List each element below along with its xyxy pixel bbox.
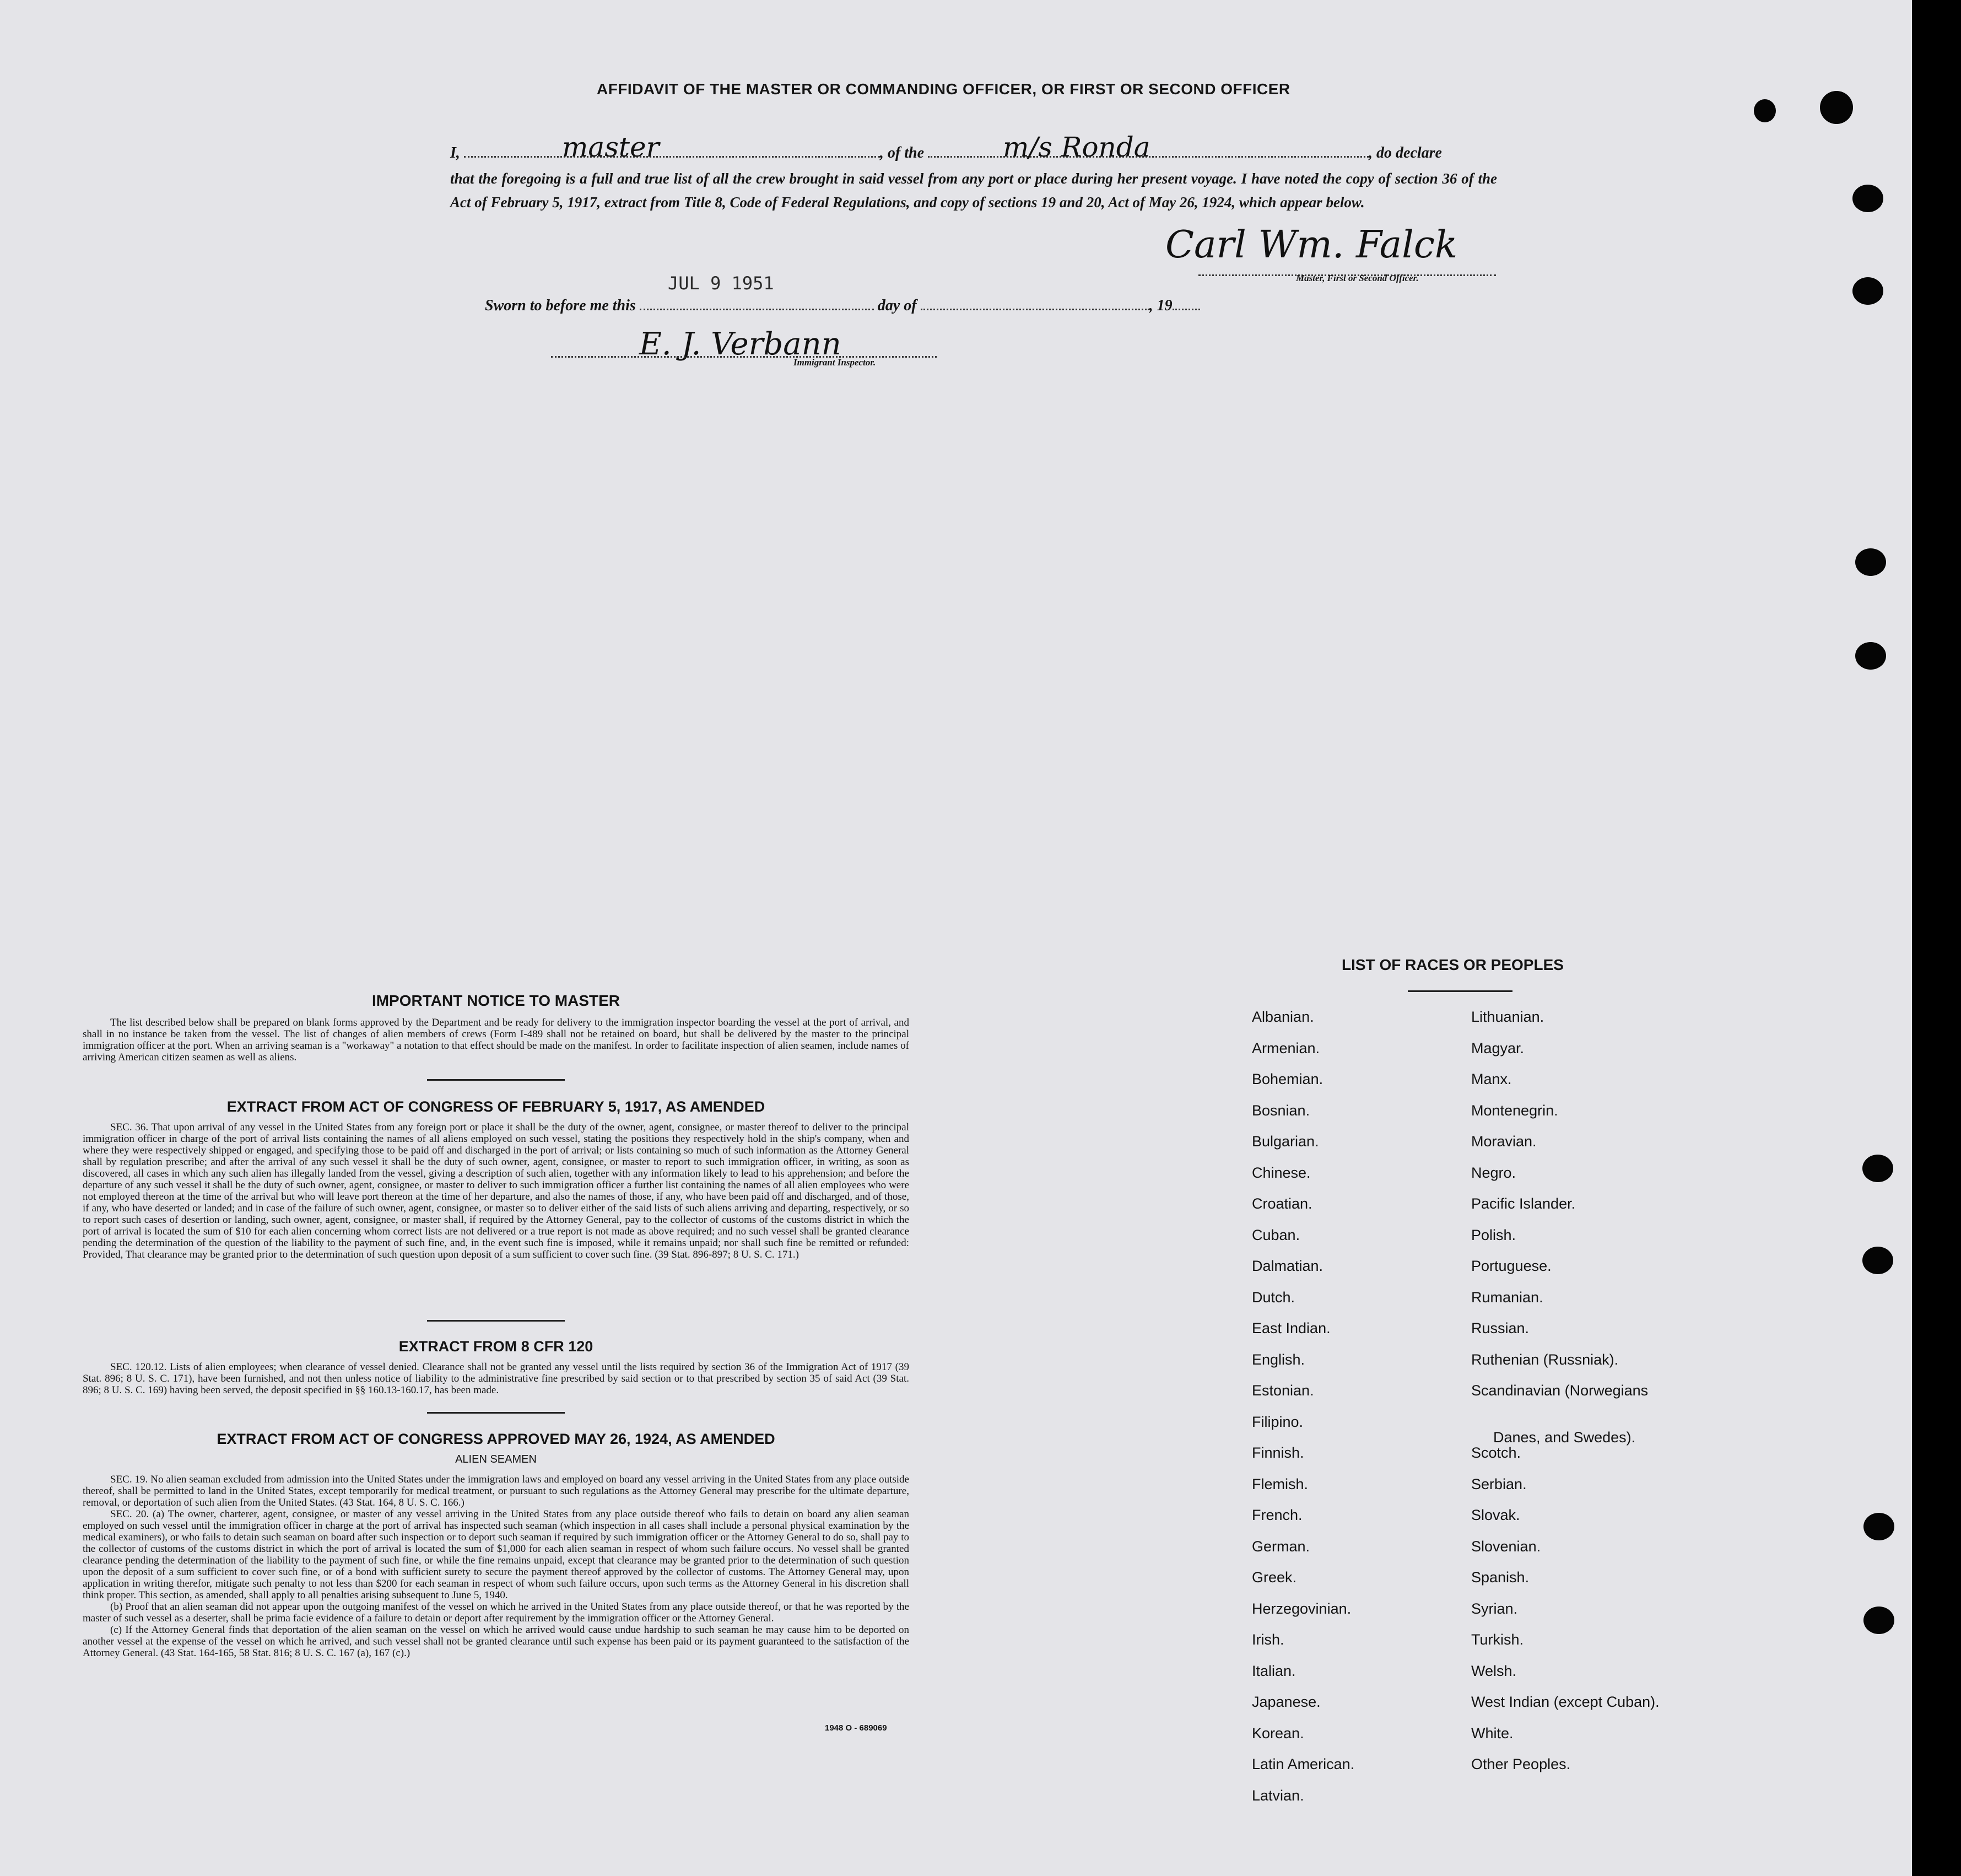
race-item: Croatian. bbox=[1252, 1195, 1312, 1212]
extract-1924-title: EXTRACT FROM ACT OF CONGRESS APPROVED MAY 26, 1924, AS AMENDED bbox=[217, 1431, 775, 1447]
race-item: Latin American. bbox=[1252, 1756, 1355, 1772]
race-item: Bulgarian. bbox=[1252, 1133, 1319, 1150]
affidavit-body: that the foregoing is a full and true list of all the crew brought in said vessel from any port or place during her present voyage. I have noted the copy of section 36 of the Act of February 5, 1917, extract from Title 8, Code of Federal Regulations, and copy of sections 19 and 20, Act of May 26, 1924, which appear below. bbox=[450, 170, 1497, 211]
master-signature: Carl Wm. Falck bbox=[1165, 223, 1458, 267]
race-item: Bosnian. bbox=[1252, 1102, 1310, 1119]
punch-hole bbox=[1852, 185, 1883, 212]
race-item: White. bbox=[1471, 1724, 1514, 1742]
race-item: Flemish. bbox=[1252, 1475, 1309, 1492]
sec-20a-paragraph: SEC. 20. (a) The owner, charterer, agent, consignee, or master of any vessel arriving in the United States from any place outside thereof who fails to detain on board any alien seaman employed on such vessel until the immigration officer in charge at the port of arrival has inspected such seaman (which inspection in all cases shall include a personal physical examination by the medical examiners), or who fails to detain such seaman on board after such inspection or to deport such seaman if required by such immigration officer or the Attorney General to do so, shall pay to the collector of customs of the customs district in which the port of arrival is located the sum of $1,000 for each alien seaman in respect of whom such failure occurs. No vessel shall be granted clearance pending the determination of the liability to the payment of such fine, or while the fine remains unpaid, except that clearance may be granted prior to the determination of such question upon the deposit of a sum sufficient to cover such fine, or of a bond with sufficient surety to secure the payment thereof approved by the collector of customs. The Attorney General may, upon application in writing therefor, mitigate such penalty to not less than $200 for each seaman in respect of whom such failure occurs, upon such terms as the Attorney General in his discretion shall think proper. This section, as amended, shall apply to all penalties arising subsequent to June 5, 1940. bbox=[83, 1508, 909, 1601]
race-item: Bohemian. bbox=[1252, 1071, 1323, 1087]
officer-handwritten: master bbox=[562, 131, 660, 163]
punch-hole bbox=[1754, 99, 1776, 122]
race-item: Slovenian. bbox=[1471, 1538, 1541, 1555]
affidavit-line1: I, , of the , do declare bbox=[450, 144, 1442, 161]
race-item: Spanish. bbox=[1471, 1569, 1530, 1586]
divider bbox=[1408, 990, 1512, 992]
race-item: German. bbox=[1252, 1538, 1310, 1555]
inspector-caption: Immigrant Inspector. bbox=[793, 357, 876, 368]
races-title: LIST OF RACES OR PEOPLES bbox=[1342, 956, 1564, 973]
inspector-signature: E. J. Verbann bbox=[639, 326, 841, 362]
race-item: Syrian. bbox=[1471, 1600, 1518, 1617]
race-item: Japanese. bbox=[1252, 1694, 1321, 1710]
extract-1917-text: SEC. 36. That upon arrival of any vessel in the United States from any foreign port or place it shall be the duty of the owner, agent, consignee, or master thereof to deliver to the principal immigration officer in charge of the port of arrival lists containing the names of all aliens employed on such vessel, stating the positions they respectively hold in the ship's company, when and where they were respectively shipped or engaged, and specifying those to be paid off and discharged in the port of arrival; or lists containing so much of such information as the Attorney General shall by regulation prescribe; and after the arrival of any such vessel it shall be the duty of such owner, agent, consignee, or master to report to such immigration officer, in writing, as soon as discovered, all cases in which any such alien has illegally landed from the vessel, giving a description of such alien, together with any information likely to lead to his apprehension; and before the departure of any such vessel it shall be the duty of such owner, agent, consignee, or master to deliver to such immigration officer a further list containing the names of all alien employees who were not employed thereon at the time of the arrival but who will leave port thereon at the time of her departure, and also the names of those, if any, who have been paid off and discharged, and of those, if any, who have deserted or landed; and in case of the failure of such owner, agent, consignee, or master so to deliver either of the said lists of such aliens arriving and departing, respectively, or so to report such cases of desertion or landing, such owner, agent, consignee, or master shall, if required by the Attorney General, pay to the collector of customs of the customs district in which the port of arrival is located the sum of $10 for each alien concerning whom correct lists are not delivered or a true report is not made as above required; and no such vessel shall be granted clearance pending the determination of the question of the liability to the payment of such fine, and, in the event such fine is imposed, while it remains unpaid; nor shall such fine be remitted or refunded: Provided, That clearance may be granted prior to the determination of such question upon deposit of a sum sufficient to cover such fine. (39 Stat. 896-897; 8 U. S. C. 171.) bbox=[83, 1122, 909, 1260]
sec-20b-paragraph: (b) Proof that an alien seaman did not appear upon the outgoing manifest of the vessel on which he arrived in the United States from any place outside thereof, or that he was reported by the master of such vessel as a deserter, shall be prima facie evidence of a failure to detain or deport after requirement by the immigration officer or the Attorney General. bbox=[83, 1601, 909, 1624]
race-item: Greek. bbox=[1252, 1569, 1297, 1586]
inspector-line bbox=[551, 356, 937, 358]
extract-cfr-text: SEC. 120.12. Lists of alien employees; when clearance of vessel denied. Clearance shall not be granted any vessel until the lists required by section 36 of the Immigration Act of 1917 (39 Stat. 896; 8 U. S. C. 171), have been furnished, and not then unless notice of liability to the administrative fine prescribed by said section or to that prescribed by section 35 of said Act (39 Stat. 896; 8 U. S. C. 169) having been served, the deposit specified in §§ 160.13-160.17, has been made. bbox=[83, 1361, 909, 1396]
scan-edge bbox=[1912, 0, 1961, 1876]
race-item: Korean. bbox=[1252, 1724, 1304, 1742]
divider bbox=[427, 1320, 565, 1322]
extract-1917-title: EXTRACT FROM ACT OF CONGRESS OF FEBRUARY 5, 1917, AS AMENDED bbox=[226, 1098, 765, 1115]
sec-20c-paragraph: (c) If the Attorney General finds that deportation of the alien seaman on the vessel on which he arrived would cause undue hardship to such seaman he may cause him to be deported on another vessel at the expense of the vessel on which he arrived, and such vessel shall not be granted clearance until such expense has been paid or its payment guaranteed to the satisfaction of the Attorney General. (43 Stat. 164-165, 58 Stat. 816; 8 U. S. C. 167 (a), 167 (c).) bbox=[83, 1624, 909, 1659]
divider bbox=[427, 1079, 565, 1081]
signature-caption: Master, First or Second Officer. bbox=[1296, 273, 1419, 283]
punch-hole bbox=[1862, 1247, 1893, 1274]
extract-cfr-title: EXTRACT FROM 8 CFR 120 bbox=[398, 1338, 593, 1355]
print-code: 1948 O - 689069 bbox=[825, 1723, 887, 1733]
race-item: Irish. bbox=[1252, 1631, 1284, 1648]
race-item: Portuguese. bbox=[1471, 1258, 1552, 1274]
race-item: Moravian. bbox=[1471, 1133, 1537, 1150]
race-item: Manx. bbox=[1471, 1071, 1512, 1087]
race-item: Cuban. bbox=[1252, 1226, 1300, 1243]
extract-1924-subtitle: ALIEN SEAMEN bbox=[455, 1453, 537, 1465]
race-item: Scandinavian (Norwegians bbox=[1471, 1382, 1649, 1399]
race-item: English. bbox=[1252, 1351, 1305, 1368]
race-item: Chinese. bbox=[1252, 1164, 1311, 1181]
race-item: Slovak. bbox=[1471, 1507, 1520, 1523]
notice-text: The list described below shall be prepared on blank forms approved by the Department and be ready for delivery to the immigration inspector boarding the vessel at the port of arrival, and shall in no instance be taken from the vessel. The list of changes of alien members of crews (Form I-489 shall not be retained on board, but shall be delivered by the master to the principal immigration officer at the port. When an arriving seaman is a "workaway" a notation to that effect should be made on the manifest. In order to facilitate inspection of alien seamen, include names of arriving American citizen seamen as well as aliens. bbox=[83, 1017, 909, 1063]
vessel-handwritten: m/s Ronda bbox=[1003, 131, 1150, 163]
race-item: Turkish. bbox=[1471, 1631, 1524, 1648]
race-item: Finnish. bbox=[1252, 1444, 1304, 1461]
date-stamp: JUL 9 1951 bbox=[668, 273, 774, 294]
race-item: Filipino. bbox=[1252, 1413, 1304, 1430]
affidavit-title: AFFIDAVIT OF THE MASTER OR COMMANDING OFFICER, OR FIRST OR SECOND OFFICER bbox=[597, 80, 1290, 98]
sworn-day-field[interactable] bbox=[640, 309, 874, 310]
punch-hole bbox=[1863, 1607, 1894, 1634]
race-item: Ruthenian (Russniak). bbox=[1471, 1351, 1619, 1368]
race-item: Rumanian. bbox=[1471, 1289, 1543, 1306]
race-item: Polish. bbox=[1471, 1226, 1516, 1243]
race-item: Welsh. bbox=[1471, 1662, 1517, 1679]
sworn-line: Sworn to before me this day of , 19 bbox=[485, 297, 1200, 315]
race-item: East Indian. bbox=[1252, 1320, 1331, 1336]
officer-field[interactable] bbox=[464, 156, 880, 158]
punch-hole bbox=[1862, 1155, 1893, 1182]
race-item: Serbian. bbox=[1471, 1475, 1527, 1492]
race-item: Magyar. bbox=[1471, 1039, 1525, 1056]
punch-hole bbox=[1863, 1513, 1894, 1540]
race-item: Scotch. bbox=[1471, 1444, 1521, 1461]
race-item: Dutch. bbox=[1252, 1289, 1295, 1306]
race-item: Italian. bbox=[1252, 1662, 1296, 1679]
race-item: Negro. bbox=[1471, 1164, 1516, 1181]
race-item: Latvian. bbox=[1252, 1787, 1304, 1804]
race-item: Herzegovinian. bbox=[1252, 1600, 1352, 1617]
race-item: Russian. bbox=[1471, 1320, 1530, 1336]
extract-1924-text bbox=[83, 1474, 909, 1659]
race-item: Lithuanian. bbox=[1471, 1009, 1544, 1025]
race-item: Armenian. bbox=[1252, 1039, 1320, 1056]
race-item: Dalmatian. bbox=[1252, 1258, 1323, 1274]
divider bbox=[427, 1412, 565, 1414]
race-item: Danes, and Swedes). bbox=[1493, 1428, 1636, 1446]
race-item: Estonian. bbox=[1252, 1382, 1314, 1399]
punch-hole bbox=[1852, 277, 1883, 305]
race-item: West Indian (except Cuban). bbox=[1471, 1694, 1660, 1710]
race-item: Pacific Islander. bbox=[1471, 1195, 1576, 1212]
notice-title: IMPORTANT NOTICE TO MASTER bbox=[371, 992, 620, 1009]
punch-hole bbox=[1855, 548, 1886, 576]
race-item: Albanian. bbox=[1252, 1009, 1314, 1025]
punch-hole bbox=[1820, 91, 1853, 124]
race-item: Montenegrin. bbox=[1471, 1102, 1558, 1119]
race-item: Other Peoples. bbox=[1471, 1756, 1571, 1772]
sec-19-paragraph: SEC. 19. No alien seaman excluded from admission into the United States under the immigration laws and employed on board any vessel arriving in the United States from any place outside thereof, shall be permitted to land in the United States, except temporarily for medical treatment, or pursuant to such regulations as the Attorney General may prescribe for the ultimate departure, removal, or deportation of such alien from the United States. (43 Stat. 164, 8 U. S. C. 166.) bbox=[83, 1474, 909, 1508]
sworn-year-field[interactable] bbox=[1173, 309, 1200, 310]
punch-hole bbox=[1855, 642, 1886, 670]
race-item: French. bbox=[1252, 1507, 1303, 1523]
sworn-month-field[interactable] bbox=[921, 309, 1149, 310]
